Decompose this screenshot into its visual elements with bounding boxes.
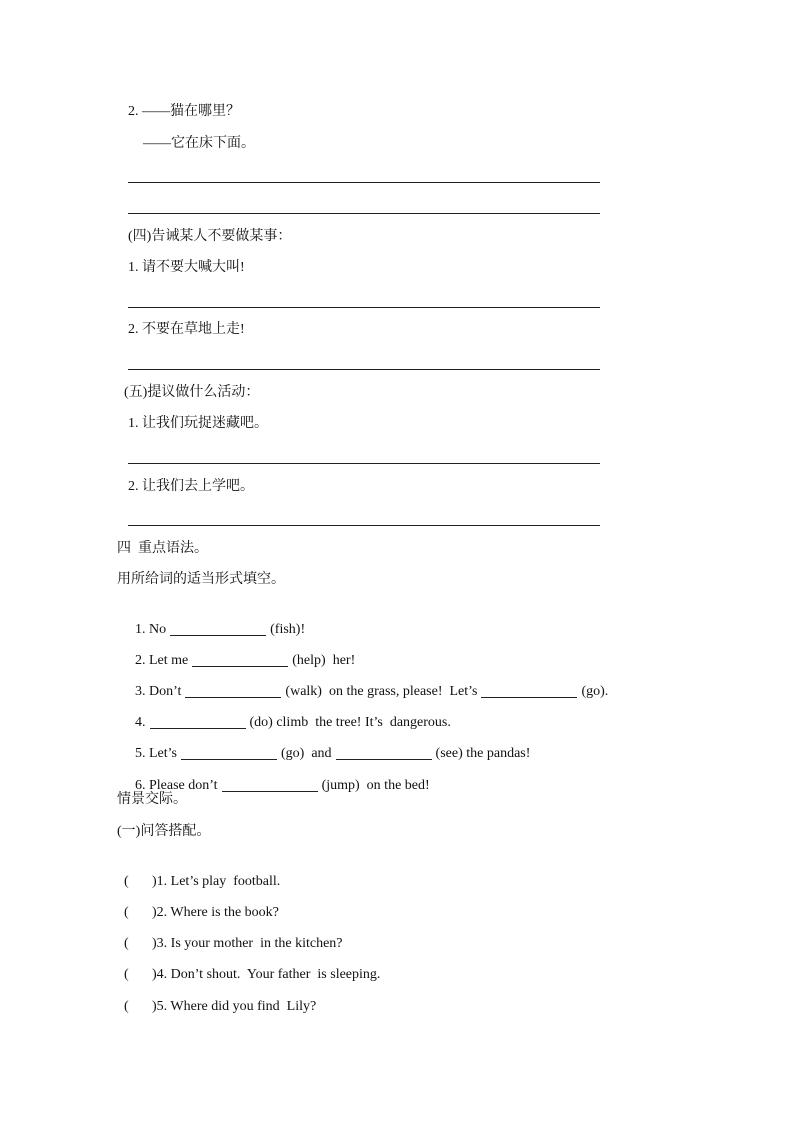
matching-item-2: ( )2. Where is the book? [124, 905, 279, 920]
sub5-item-1: 1. 让我们玩捉迷藏吧。 [128, 416, 268, 431]
answer-bracket[interactable]: ( [124, 905, 129, 920]
fill-blank[interactable] [222, 777, 318, 792]
grammar-item-3: 3. Don’t (walk) on the grass, please! Let’s (go). [135, 684, 609, 699]
fill-blank[interactable] [481, 683, 577, 698]
grammar-item-2: 2. Let me (help) her! [135, 653, 356, 668]
section-4-instruction: 用所给词的适当形式填空。 [117, 572, 285, 587]
question-2-cat: 2. ——猫在哪里？ [128, 104, 240, 119]
matching-item-4: ( )4. Don’t shout. Your father is sleeping. [124, 967, 381, 982]
grammar-item-5: 5. Let’s (go) and (see) the pandas! [135, 746, 531, 761]
answer-line[interactable] [128, 525, 600, 526]
answer-bracket[interactable]: ( [124, 936, 129, 951]
answer-bracket[interactable]: ( [124, 967, 129, 982]
answer-line[interactable] [128, 463, 600, 464]
sub4-item-2: 2. 不要在草地上走! [128, 322, 245, 337]
answer-2-under-bed: ——它在床下面。 [143, 136, 255, 151]
answer-line[interactable] [128, 182, 600, 183]
subsection-5-title: (五)提议做什么活动： [124, 385, 260, 400]
subsection-4-title: (四)告诫某人不要做某事： [128, 229, 292, 244]
answer-line[interactable] [128, 369, 600, 370]
answer-line[interactable] [128, 307, 600, 308]
section-5-sub1-title: (一)问答搭配。 [117, 824, 211, 839]
sub5-item-2: 2. 让我们去上学吧。 [128, 479, 254, 494]
answer-line[interactable] [128, 213, 600, 214]
fill-blank[interactable] [181, 745, 277, 760]
grammar-item-6: 6. Please don’t (jump) on the bed! [135, 778, 430, 793]
fill-blank[interactable] [336, 745, 432, 760]
matching-item-5: ( )5. Where did you find Lily? [124, 999, 317, 1014]
answer-bracket[interactable]: ( [124, 874, 129, 889]
section-4-title: 四 重点语法。 [117, 541, 208, 556]
section-5-title: 情景交际。 [117, 792, 187, 807]
grammar-item-4: 4. (do) climb the tree! It’s dangerous. [135, 715, 451, 730]
matching-item-1: ( )1. Let’s play football. [124, 874, 281, 889]
grammar-item-1: 1. No (fish)! [135, 622, 306, 637]
answer-bracket[interactable]: ( [124, 999, 129, 1014]
sub4-item-1: 1. 请不要大喊大叫! [128, 260, 245, 275]
matching-item-3: ( )3. Is your mother in the kitchen? [124, 936, 343, 951]
